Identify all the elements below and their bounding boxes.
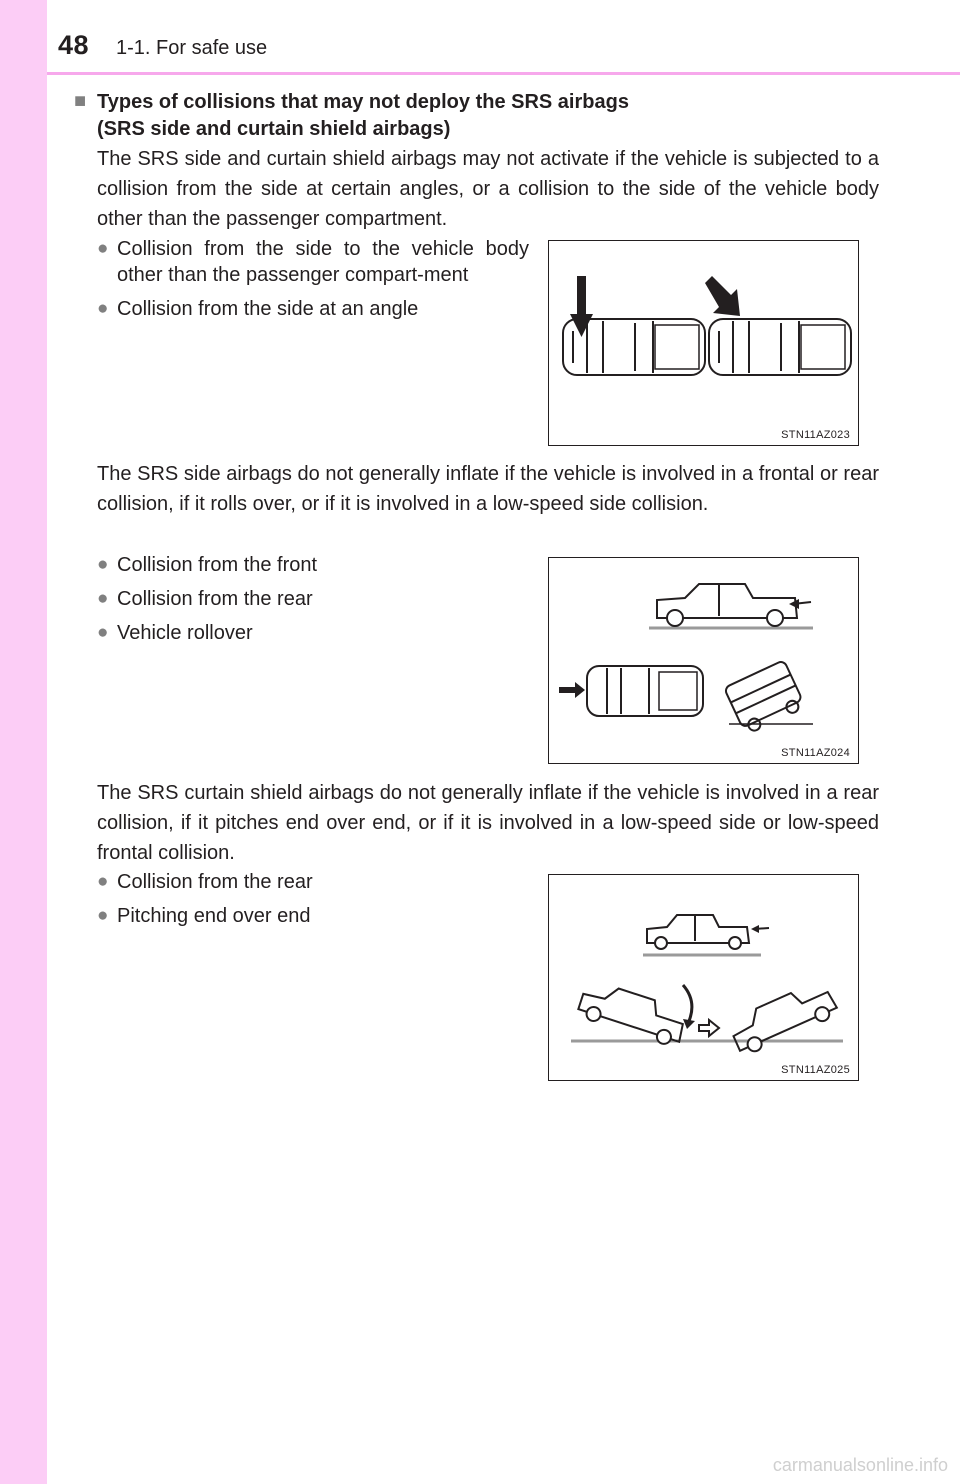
side-collision-illustration (549, 241, 858, 445)
list-item: ● Vehicle rollover (97, 622, 253, 644)
truck-top-view-3 (587, 666, 703, 716)
left-margin-bar (0, 0, 47, 1484)
pitching-truck-2 (727, 978, 840, 1057)
section-title: 1-1. For safe use (116, 37, 268, 59)
figure-code: STN11AZ023 (781, 429, 850, 441)
bullet-dot-icon: ● (97, 298, 109, 319)
figure-side-collision (548, 240, 859, 446)
list-item: ● Collision from the front (97, 554, 318, 576)
bullet-dot-icon: ● (97, 238, 109, 259)
list-item: ● Collision from the side to the vehicle body other than the passenger compart-ment (97, 238, 529, 286)
figure-rear-pitching (548, 874, 859, 1081)
angled-impact-arrow-icon (705, 276, 740, 316)
figure-code: STN11AZ025 (781, 1064, 850, 1076)
truck-side-view (657, 584, 797, 626)
impact-arrow-icon (570, 276, 593, 337)
heading-line-2: (SRS side and curtain shield airbags) (97, 118, 451, 140)
page-number: 48 (58, 30, 90, 60)
figure-code: STN11AZ024 (781, 747, 850, 759)
bullet-dot-icon: ● (97, 905, 109, 926)
outline-arrow-icon (699, 1020, 719, 1036)
bullet-dot-icon: ● (97, 588, 109, 609)
bullet-dot-icon: ● (97, 871, 109, 892)
bullet-list-3 (97, 869, 529, 937)
figure-front-rear-rollover (548, 557, 859, 764)
list-item: ● Collision from the rear (97, 588, 313, 610)
paragraph-curtain-airbags: The SRS curtain shield airbags do not generally inflate if the vehicle is involved in a rear collision, if it pitches end over end, or if it is involved in a low-speed side or low-speed frontal collision. (97, 782, 879, 864)
watermark: carmanualsonline.info (772, 1455, 948, 1475)
front-impact-arrow-icon (559, 682, 585, 698)
paragraph-side-airbags: The SRS side airbags do not generally inflate if the vehicle is involved in a frontal or rear collision, if it rolls over, or if it is involved in a low-speed side collision. (97, 463, 879, 515)
truck-side-view-2 (647, 915, 749, 949)
list-item: ● Collision from the rear (97, 871, 313, 893)
bullet-dot-icon: ● (97, 554, 109, 575)
list-item: ● Pitching end over end (97, 905, 311, 927)
paragraph-side-curtain: The SRS side and curtain shield airbags may not activate if the vehicle is subjected to a collision from the side at certain angles, or a collision to the side of the vehicle body other than the passenger compartment. (97, 148, 879, 230)
pitching-truck-1 (576, 979, 689, 1049)
bullet-list-1 (97, 236, 529, 330)
header-divider (47, 72, 960, 75)
bullet-dot-icon: ● (97, 622, 109, 643)
rotation-arrow-icon (683, 985, 692, 1021)
front-rear-rollover-illustration (549, 558, 858, 763)
rear-impact-arrow-icon (789, 599, 811, 609)
truck-top-view-2 (709, 319, 851, 375)
list-item: ● Collision from the side at an angle (97, 298, 419, 320)
rear-impact-arrow-icon-2 (751, 925, 769, 933)
rear-pitching-illustration (549, 875, 858, 1080)
subsection-heading (97, 89, 877, 143)
heading-line-1: Types of collisions that may not deploy the SRS airbags (97, 91, 629, 113)
bullet-list-2 (97, 552, 529, 654)
square-bullet-icon: ■ (74, 90, 87, 112)
